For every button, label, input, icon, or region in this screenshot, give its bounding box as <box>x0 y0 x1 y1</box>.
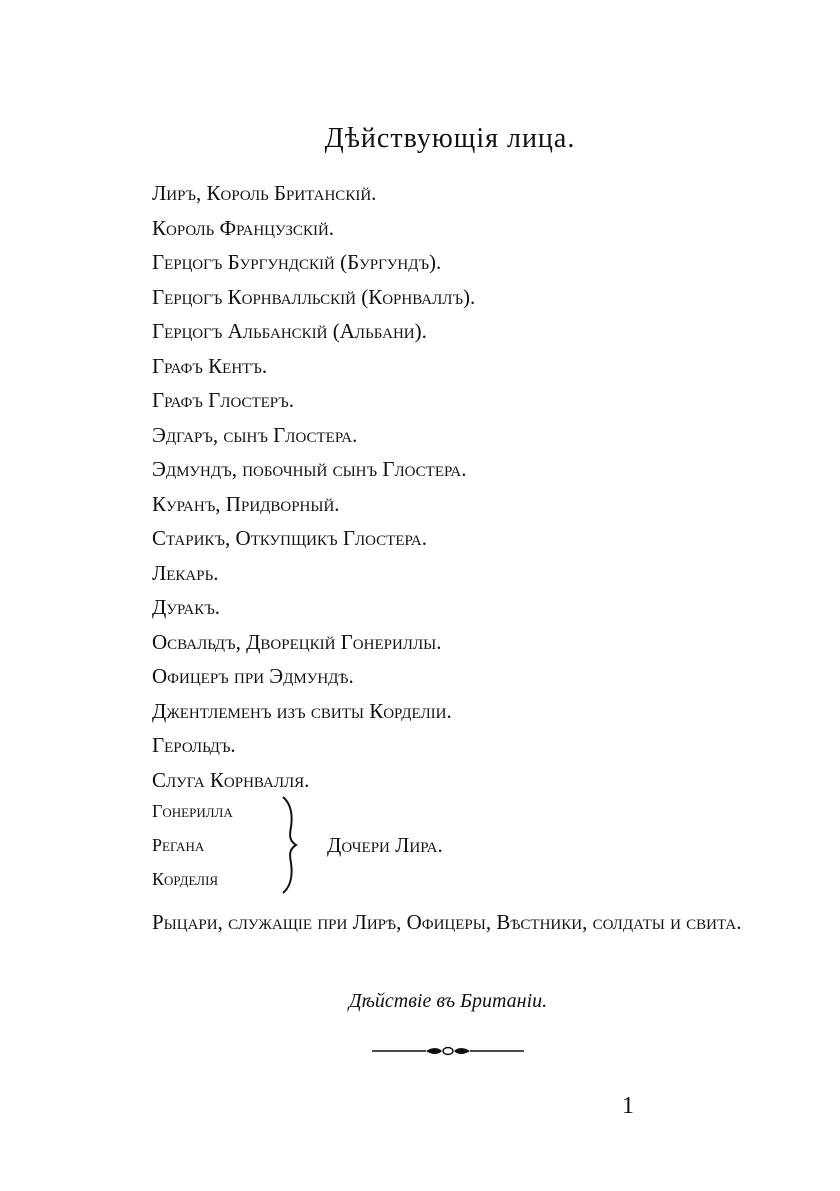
cast-entry: Герцогъ Бургундскій (Бургундъ). <box>152 250 442 274</box>
final-entry: Рыцари, служащіе при Лирѣ, Офицеры, Вѣстники, солдаты и свита. <box>152 910 742 934</box>
cast-entry: Герцогъ Корнвалльскій (Корнваллъ). <box>152 284 476 309</box>
cast-entry: Джентлеменъ изъ свиты Корделіи. <box>152 698 452 723</box>
cast-entry: Графъ Глостеръ. <box>152 388 294 412</box>
cast-entry: Король Французскій. <box>152 215 335 240</box>
cast-entry: Слуга Корнвалля. <box>152 767 310 792</box>
daughters-group <box>152 797 772 903</box>
ornament-divider-icon <box>372 1044 524 1058</box>
page-number: 1 <box>622 1093 634 1119</box>
cast-entry: Герцогъ Альбанскій (Альбани). <box>152 319 427 343</box>
curly-brace-icon <box>280 795 300 895</box>
cast-entry: Герольдъ. <box>152 733 236 757</box>
cast-entry: Лиръ, Король Британскій. <box>152 181 377 205</box>
cast-entry: Куранъ, Придворный. <box>152 491 340 516</box>
daughters-label: Дочери Лира. <box>327 833 443 857</box>
daughter-name: Гонерилла <box>152 801 233 821</box>
cast-entry: Освальдъ, Дворецкій Гонериллы. <box>152 629 442 654</box>
cast-entry: Старикъ, Откупщикъ Глостера. <box>152 526 427 550</box>
daughter-name: Регана <box>152 835 205 855</box>
cast-entry: Графъ Кентъ. <box>152 353 268 378</box>
cast-entry: Офицеръ при Эдмундѣ. <box>152 664 354 688</box>
cast-entry: Дуракъ. <box>152 595 221 619</box>
cast-entry: Лекарь. <box>152 560 219 585</box>
cast-entry: Эдмундъ, побочный сынъ Глостера. <box>152 457 467 481</box>
cast-entry: Эдгаръ, сынъ Глостера. <box>152 422 358 447</box>
page-title: Дѣйствующія лица. <box>324 123 576 154</box>
cast-list <box>152 176 772 941</box>
daughter-name: Корделія <box>152 869 219 889</box>
setting-line: Дѣйствіе въ Британіи. <box>348 990 548 1012</box>
